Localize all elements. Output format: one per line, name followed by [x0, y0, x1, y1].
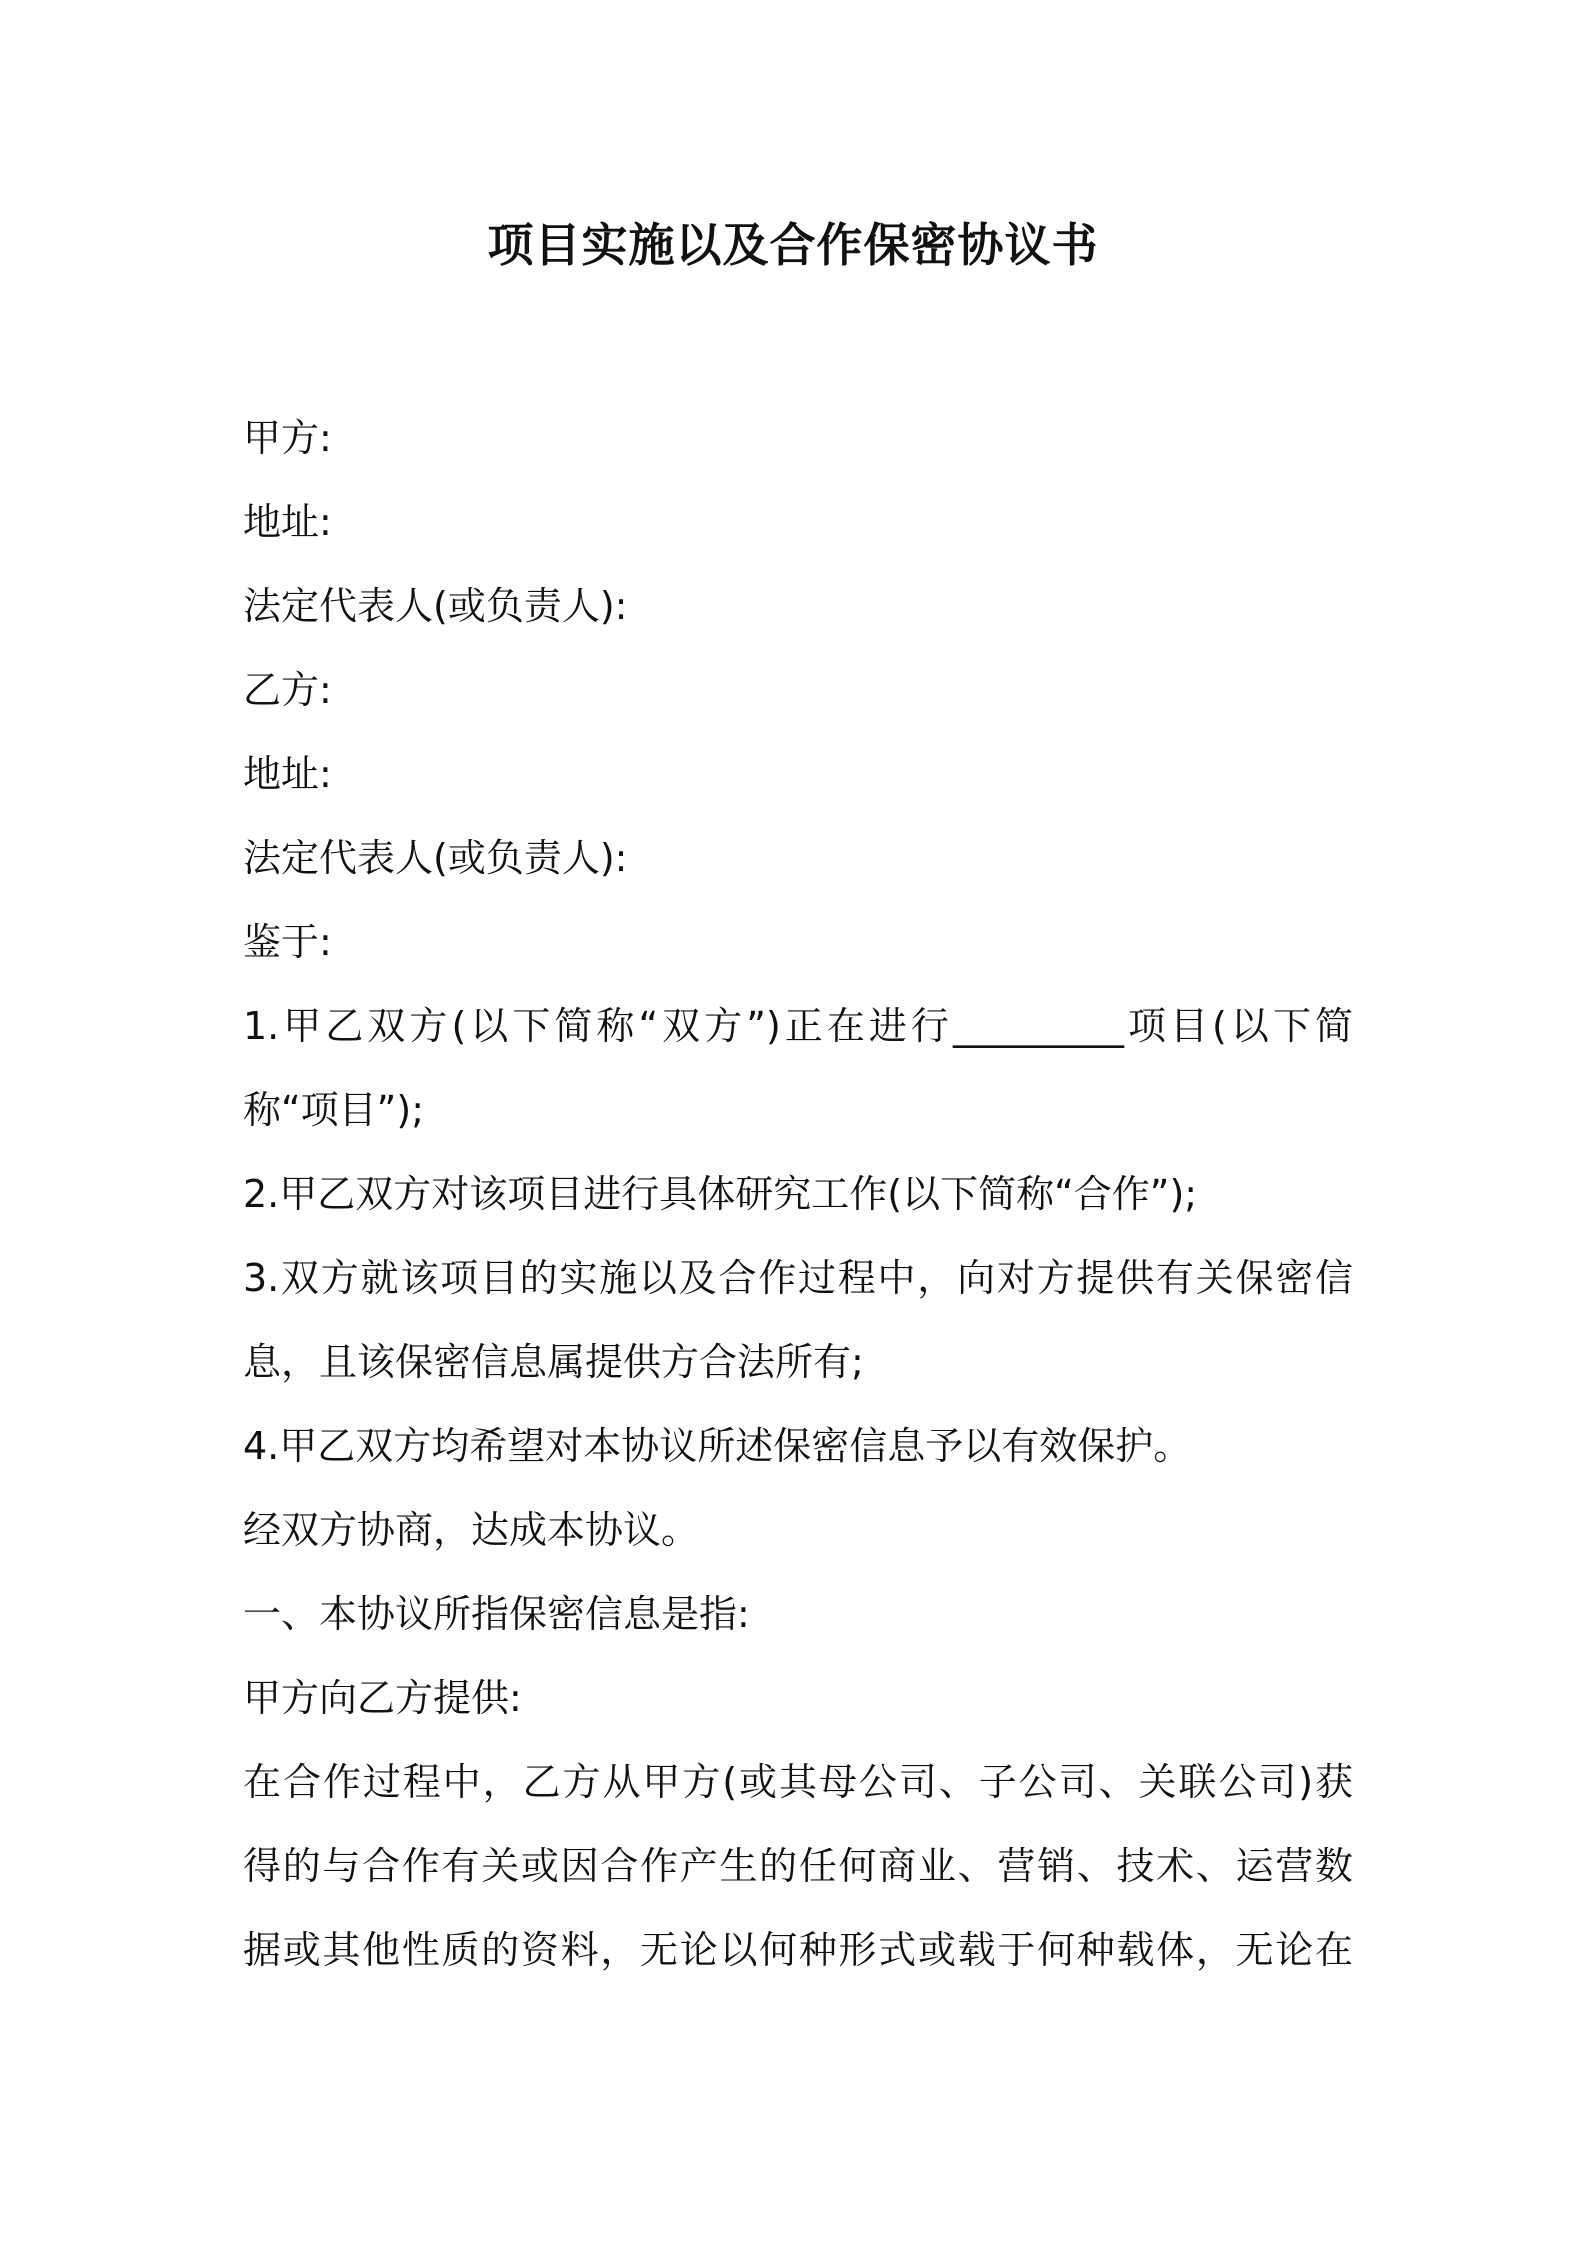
- party-a-address-label: 地址:: [243, 500, 332, 544]
- recital-1-line-2: 称“项目”);: [243, 1088, 425, 1132]
- recital-3-line-1: 3.双方就该项目的实施以及合作过程中，向对方提供有关保密信: [243, 1256, 1353, 1300]
- paragraph-line-2: 得的与合作有关或因合作产生的任何商业、营销、技术、运营数: [243, 1844, 1353, 1888]
- party-a-provides-label: 甲方向乙方提供:: [243, 1676, 522, 1720]
- recital-2: 2.甲乙双方对该项目进行具体研究工作(以下简称“合作”);: [243, 1172, 1198, 1216]
- party-b-label: 乙方:: [243, 668, 332, 712]
- section-1-heading: 一、本协议所指保密信息是指:: [243, 1592, 750, 1636]
- recital-1-line-1: 1.甲乙双方(以下简称“双方”)正在进行_________项目(以下简: [243, 1004, 1353, 1048]
- party-b-address-label: 地址:: [243, 752, 332, 796]
- party-b-representative-label: 法定代表人(或负责人):: [243, 836, 628, 880]
- recital-3-line-2: 息，且该保密信息属提供方合法所有;: [243, 1340, 864, 1384]
- document-title: 项目实施以及合作保密协议书: [487, 218, 1099, 272]
- document-body: [243, 396, 1353, 1992]
- paragraph-line-3: 据或其他性质的资料，无论以何种形式或载于何种载体，无论在: [243, 1928, 1353, 1972]
- agreement-statement: 经双方协商，达成本协议。: [243, 1508, 700, 1552]
- recital-4: 4.甲乙双方均希望对本协议所述保密信息予以有效保护。: [243, 1424, 1192, 1468]
- whereas-label: 鉴于:: [243, 920, 332, 964]
- party-a-label: 甲方:: [243, 416, 332, 460]
- party-a-representative-label: 法定代表人(或负责人):: [243, 584, 628, 628]
- paragraph-line-1: 在合作过程中，乙方从甲方(或其母公司、子公司、关联公司)获: [243, 1760, 1353, 1804]
